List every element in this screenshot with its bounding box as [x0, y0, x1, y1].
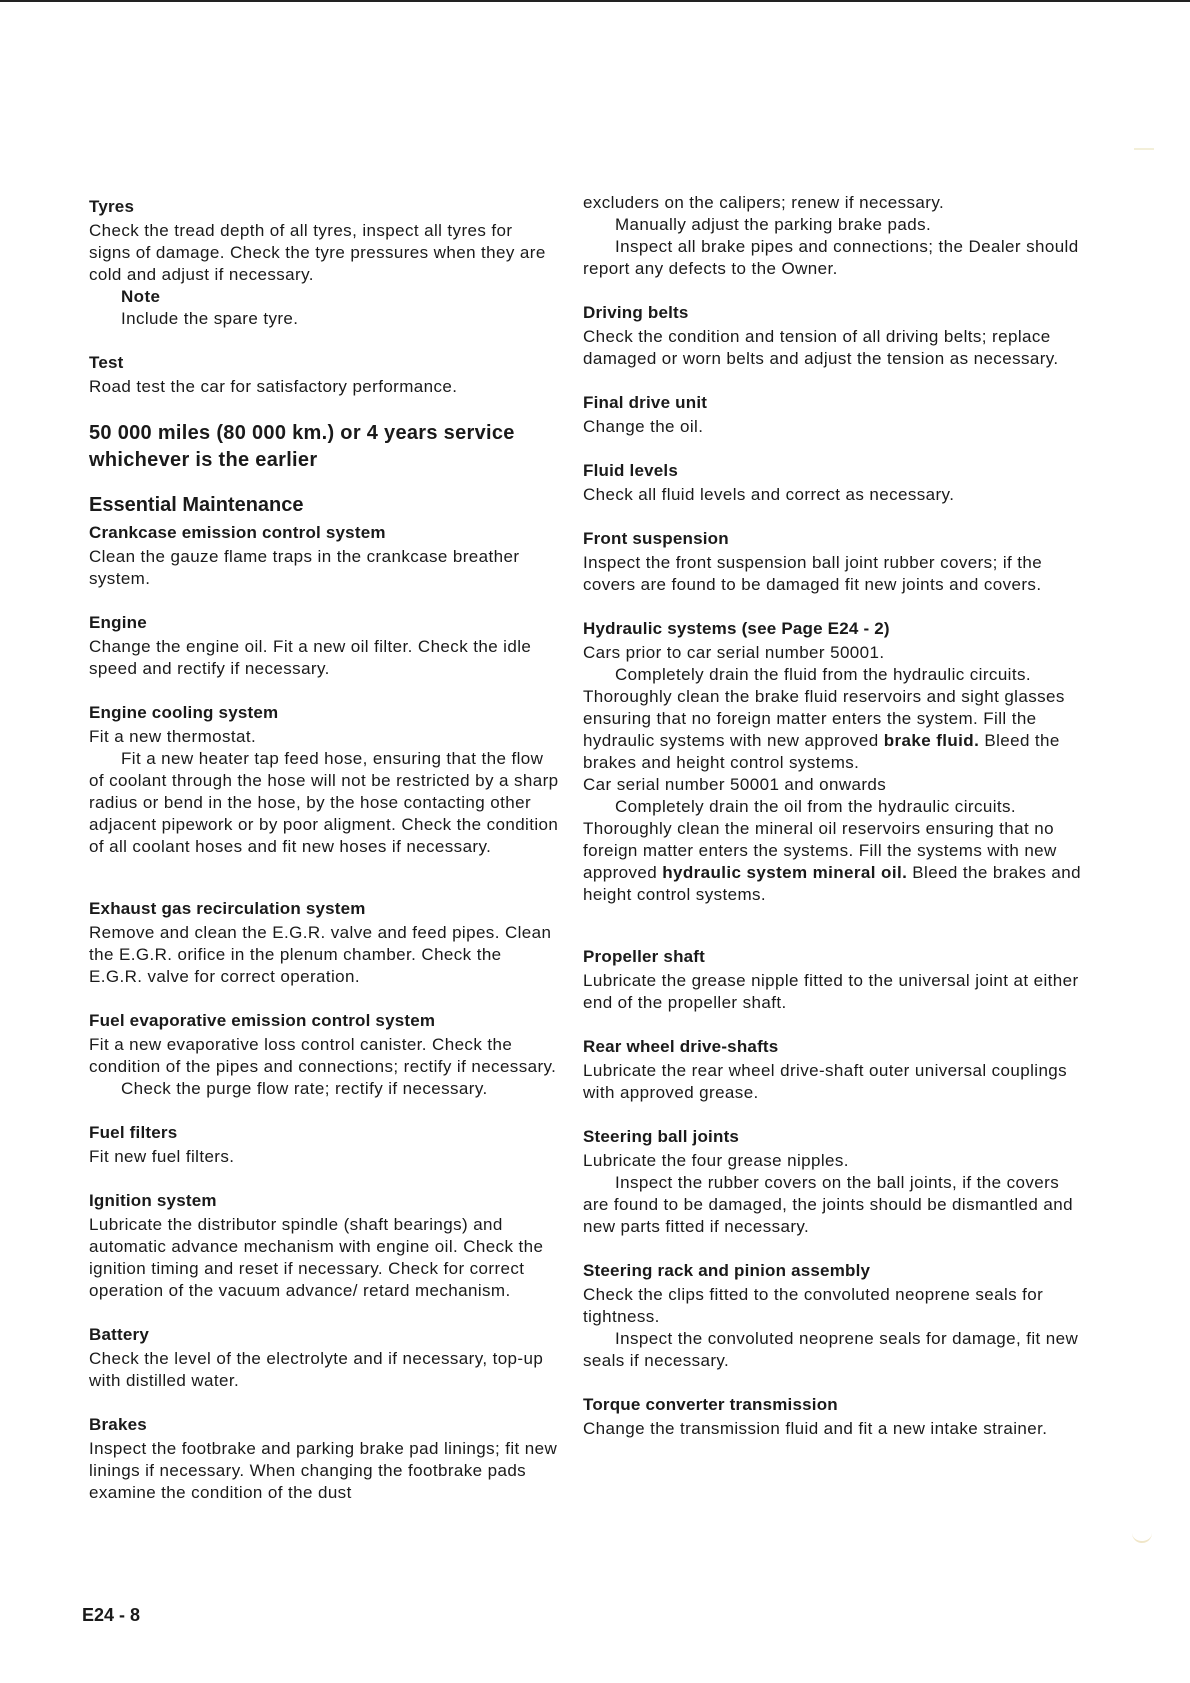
left-column: [89, 196, 559, 1526]
heading-fuel-filters: Fuel filters: [89, 1123, 178, 1142]
text-fluid-levels: Check all fluid levels and correct as necessary.: [583, 485, 955, 504]
heading-final-drive: Final drive unit: [583, 393, 708, 412]
section-steering-rack: [583, 1260, 1083, 1372]
text-crankcase: Clean the gauze flame traps in the crankcase breather system.: [89, 547, 520, 588]
text-brakes: Inspect the footbrake and parking brake pad linings; fit new linings if necessary. When changing the footbrake pads examine the condition of the dust: [89, 1439, 558, 1502]
text-battery: Check the level of the electrolyte and if necessary, top-up with distilled water.: [89, 1349, 544, 1390]
text-steering-joints-1: Lubricate the four grease nipples.: [583, 1151, 849, 1170]
right-column: [583, 192, 1083, 1462]
text-front-suspension: Inspect the front suspension ball joint rubber covers; if the covers are found to be damaged fit new joints and covers.: [583, 553, 1043, 594]
text-ignition: Lubricate the distributor spindle (shaft bearings) and automatic advance mechanism with engine oil. Check the ignition timing and reset if necessary. Check for correct operation of the vacuum advance/ retard mechanism.: [89, 1215, 544, 1300]
text-propeller: Lubricate the grease nipple fitted to the universal joint at either end of the propeller shaft.: [583, 971, 1079, 1012]
heading-steering-joints: Steering ball joints: [583, 1127, 740, 1146]
page-number: E24 - 8: [82, 1605, 141, 1625]
text-driving-belts: Check the condition and tension of all driving belts; replace damaged or worn belts and adjust the tension as necessary.: [583, 327, 1059, 368]
text-brakes-cont-2: Manually adjust the parking brake pads.: [615, 215, 932, 234]
section-front-suspension: [583, 528, 1083, 596]
section-fluid-levels: [583, 460, 1083, 506]
heading-engine: Engine: [89, 613, 147, 632]
text-tyres: Check the tread depth of all tyres, inspect all tyres for signs of damage. Check the tyre pressures when they are cold and adjust if necessary.: [89, 221, 546, 284]
text-egr: Remove and clean the E.G.R. valve and feed pipes. Clean the E.G.R. orifice in the plenum chamber. Check the E.G.R. valve for correct operation.: [89, 923, 552, 986]
text-cooling-1: Fit a new thermostat.: [89, 727, 257, 746]
heading-crankcase: Crankcase emission control system: [89, 523, 386, 542]
heading-ignition: Ignition system: [89, 1191, 217, 1210]
heading-steering-rack: Steering rack and pinion assembly: [583, 1261, 871, 1280]
text-hydraulic-sub1: Cars prior to car serial number 50001.: [583, 643, 885, 662]
note-text: Include the spare tyre.: [121, 309, 299, 328]
text-brakes-cont-3: Inspect all brake pipes and connections; the Dealer should report any defects to the Owner.: [583, 237, 1079, 278]
text-hydraulic-2: [583, 796, 1083, 906]
text-brakes-cont-1: excluders on the calipers; renew if necessary.: [583, 193, 945, 212]
text-torque: Change the transmission fluid and fit a new intake strainer.: [583, 1419, 1048, 1438]
section-brakes: [89, 1414, 559, 1504]
section-torque: [583, 1394, 1083, 1440]
text-steering-joints-2: Inspect the rubber covers on the ball joints, if the covers are found to be damaged, the joints should be dismantled and new parts fitted if necessary.: [583, 1173, 1073, 1236]
section-engine: [89, 612, 559, 680]
heading-brakes: Brakes: [89, 1415, 147, 1434]
text-hydraulic-1: [583, 664, 1083, 774]
text-fuel-evap-1: Fit a new evaporative loss control canister. Check the condition of the pipes and connections; rectify if necessary.: [89, 1035, 557, 1076]
text-hydraulic-sub2: Car serial number 50001 and onwards: [583, 775, 887, 794]
heading-rear-wheel: Rear wheel drive-shafts: [583, 1037, 779, 1056]
service-interval-heading: 50 000 miles (80 000 km.) or 4 years service whichever is the earlier: [89, 422, 515, 471]
text-hydraulic-1b: brake fluid.: [883, 731, 980, 750]
section-cooling: [89, 702, 559, 858]
heading-propeller: Propeller shaft: [583, 947, 706, 966]
heading-test: Test: [89, 353, 124, 372]
margin-mark: [1134, 148, 1154, 150]
heading-driving-belts: Driving belts: [583, 303, 689, 322]
text-hydraulic-2c: Bleed the brakes and height control systems.: [583, 863, 1081, 904]
section-fuel-filters: [89, 1122, 559, 1168]
heading-battery: Battery: [89, 1325, 149, 1344]
text-steering-rack-2: Inspect the convoluted neoprene seals for damage, fit new seals if necessary.: [583, 1329, 1079, 1370]
heading-hydraulic: Hydraulic systems (see Page E24 - 2): [583, 619, 890, 638]
section-rear-wheel: [583, 1036, 1083, 1104]
heading-front-suspension: Front suspension: [583, 529, 729, 548]
section-tyres: [89, 196, 559, 330]
section-driving-belts: [583, 302, 1083, 370]
section-fuel-evap: [89, 1010, 559, 1100]
heading-fuel-evap: Fuel evaporative emission control system: [89, 1011, 436, 1030]
section-final-drive: [583, 392, 1083, 438]
section-propeller: [583, 946, 1083, 1014]
top-edge-rule: [0, 0, 1190, 2]
section-brakes-continued: [583, 192, 1083, 280]
text-rear-wheel: Lubricate the rear wheel drive-shaft outer universal couplings with approved grease.: [583, 1061, 1068, 1102]
heading-tyres: Tyres: [89, 197, 135, 216]
text-fuel-evap-2: Check the purge flow rate; rectify if necessary.: [121, 1079, 488, 1098]
note-label: Note: [121, 287, 161, 306]
essential-maintenance-heading: Essential Maintenance: [89, 494, 304, 516]
section-ignition: [89, 1190, 559, 1302]
section-hydraulic: [583, 618, 1083, 906]
section-test: [89, 352, 559, 398]
section-egr: [89, 898, 559, 988]
text-fuel-filters: Fit new fuel filters.: [89, 1147, 235, 1166]
text-final-drive: Change the oil.: [583, 417, 704, 436]
text-hydraulic-2b: hydraulic system mineral oil.: [662, 863, 908, 882]
text-test: Road test the car for satisfactory performance.: [89, 377, 458, 396]
section-battery: [89, 1324, 559, 1392]
text-steering-rack-1: Check the clips fitted to the convoluted neoprene seals for tightness.: [583, 1285, 1044, 1326]
heading-egr: Exhaust gas recirculation system: [89, 899, 366, 918]
text-hydraulic-1a: Completely drain the fluid from the hydraulic circuits. Thoroughly clean the brake fluid reservoirs and sight glasses ensuring that no foreign matter enters the system. Fill the hydraulic systems with new approved: [583, 665, 1065, 750]
section-steering-joints: [583, 1126, 1083, 1238]
text-cooling-2: Fit a new heater tap feed hose, ensuring that the flow of coolant through the hose will not be restricted by a sharp radius or bend in the hose, by the hose contacting other adjacent pipework or by poor aligment. Check the condition of all coolant hoses and fit new hoses if necessary.: [89, 749, 559, 856]
section-crankcase: [89, 522, 559, 590]
heading-torque: Torque converter transmission: [583, 1395, 838, 1414]
text-engine: Change the engine oil. Fit a new oil filter. Check the idle speed and rectify if necessary.: [89, 637, 532, 678]
margin-mark-curve: [1132, 1525, 1152, 1543]
heading-cooling: Engine cooling system: [89, 703, 279, 722]
text-hydraulic-2a: Completely drain the oil from the hydraulic circuits. Thoroughly clean the mineral oil reservoirs ensuring that no foreign matter enters the systems. Fill the systems with new approved: [583, 797, 1057, 882]
text-hydraulic-1c: Bleed the brakes and height control systems.: [583, 731, 1060, 772]
heading-fluid-levels: Fluid levels: [583, 461, 678, 480]
